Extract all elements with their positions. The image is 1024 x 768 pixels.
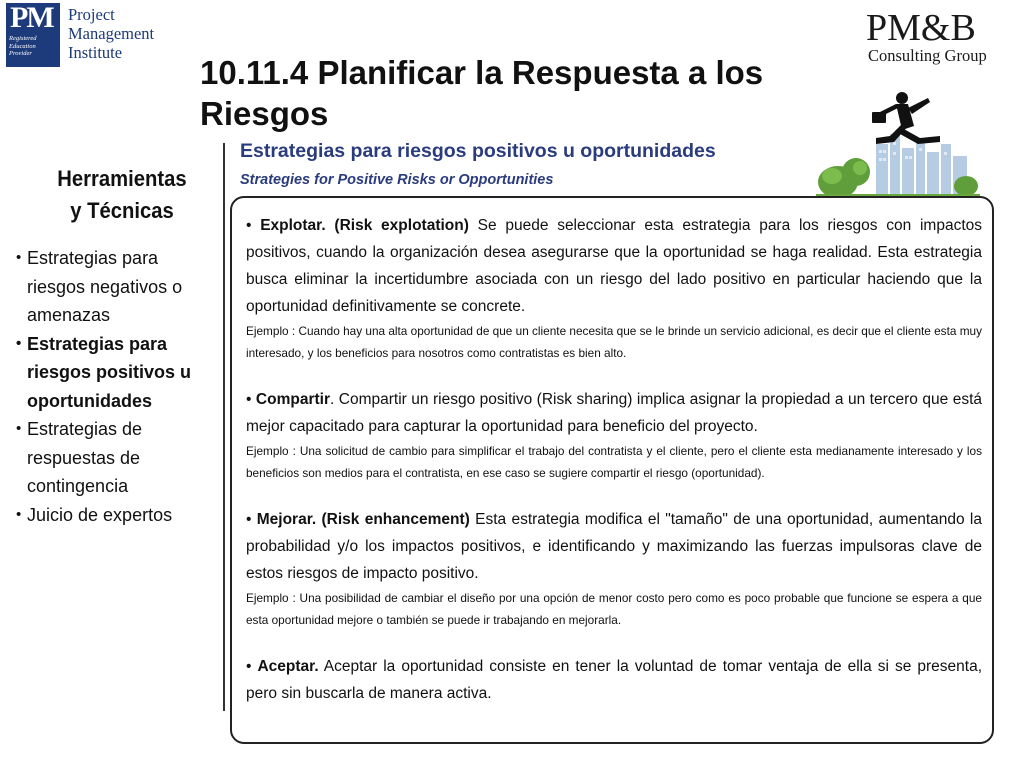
strategy-item: • Explotar. (Risk explotation) Se puede seleccionar esta estrategia para los riesgos con impactos positivos, cuando la organización desea asegurarse que la oportunidad se haga realidad. Esta estrategia busca eliminar la incertidumbre asociada con un riesgo del lado positivo en particular haciendo que la oportunidad definitivamente se concrete. (246, 217, 982, 315)
pmb-logo-main: PM&B (866, 7, 976, 49)
strategy-item: • Mejorar. (Risk enhancement) Esta estrategia modifica el "tamaño" de una oportunidad, aumentando la probabilidad y/o los impactos positivos, e identificando y maximizando las fuerzas impulsoras clave de estos riesgos de impacto positivo. (246, 511, 982, 582)
section-heading: Estrategias para riesgos positivos u oportunidades (240, 140, 716, 162)
running-businessman-city-icon (816, 86, 980, 206)
pmi-badge-caption: Registered Education Provider (9, 35, 37, 57)
pmi-logo (6, 3, 156, 69)
left-heading: Herramientas y Técnicas (57, 166, 187, 223)
tools-list (16, 244, 210, 529)
strategy-example: Ejemplo : Una solicitud de cambio para simplificar el trabajo del contratista y el cliente, pero el cliente esta medianamente interesado y los beneficios son medios para el contratista, en ese caso se sugiere compartir el riesgo (oportunidad). (246, 444, 982, 480)
tools-list-item: • Estrategias de respuestas de contingencia (16, 415, 210, 501)
vertical-divider (223, 143, 225, 711)
strategy-item: • Aceptar. Aceptar la oportunidad consiste en tener la voluntad de tomar ventaja de ella si se presenta, pero sin buscarla de manera activa. (246, 658, 982, 702)
pmb-logo-sub: Consulting Group (868, 46, 987, 65)
page-title: 10.11.4 Planificar la Respuesta a los Riesgos (200, 54, 764, 132)
pmb-logo (866, 8, 1016, 72)
pmi-badge-icon (6, 3, 60, 67)
strategy-item: • Compartir. Compartir un riesgo positivo (Risk sharing) implica asignar la propiedad a un tercero que está mejor capacitado para capturar la oportunidad para beneficio del proyecto. (246, 391, 983, 435)
strategies-box (230, 196, 994, 744)
strategy-example: Ejemplo : Una posibilidad de cambiar el diseño por una opción de menor costo pero como es poco probable que funcione se espera a que esta oportunidad mejore o también se puede ir trabajando en mejorarla. (246, 591, 982, 627)
tools-list-item-active: • Estrategias para riesgos positivos u oportunidades (16, 330, 210, 416)
pmi-badge-text: PM (10, 3, 53, 34)
tools-list-item: • Juicio de expertos (16, 501, 210, 530)
strategy-example: Ejemplo : Cuando hay una alta oportunidad de que un cliente necesita que se le brinde un servicio adicional, es decir que el cliente esta muy interesado, y los beneficios para nosotros como contratistas es bien alto. (246, 324, 982, 360)
tools-list-item: • Estrategias para riesgos negativos o amenazas (16, 244, 210, 330)
section-subheading: Strategies for Positive Risks or Opportunities (240, 172, 554, 188)
pmi-name: Project Management Institute (68, 5, 155, 62)
